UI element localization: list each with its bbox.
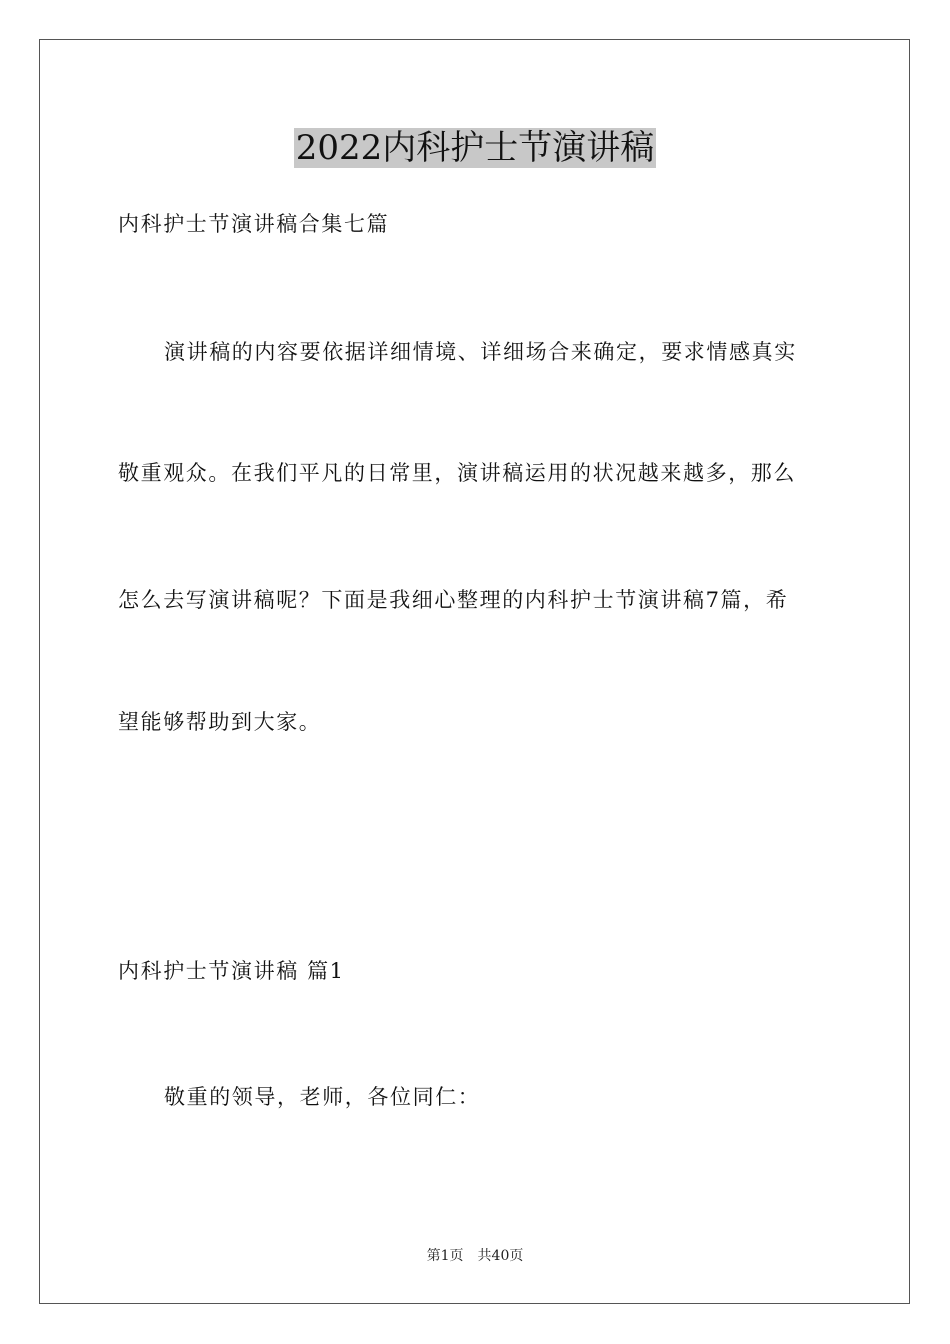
page-number: 第1页 [426, 1248, 464, 1264]
document-title: 2022内科护士节演讲稿 [295, 128, 655, 168]
page-footer [0, 1247, 950, 1265]
intro-line-2: 敬重观众。在我们平凡的日常里，演讲稿运用的状况越来越多，那么 [118, 461, 796, 485]
title-container [0, 128, 950, 168]
intro-line-4: 望能够帮助到大家。 [118, 710, 322, 734]
section-heading: 内科护士节演讲稿 篇1 [118, 959, 345, 983]
document-subtitle: 内科护士节演讲稿合集七篇 [118, 212, 390, 236]
greeting-line: 敬重的领导，老师，各位同仁： [164, 1085, 481, 1109]
intro-line-3: 怎么去写演讲稿呢？下面是我细心整理的内科护士节演讲稿7篇，希 [118, 588, 789, 612]
intro-line-1: 演讲稿的内容要依据详细情境、详细场合来确定，要求情感真实 [164, 340, 797, 364]
page-total: 共40页 [477, 1248, 524, 1264]
